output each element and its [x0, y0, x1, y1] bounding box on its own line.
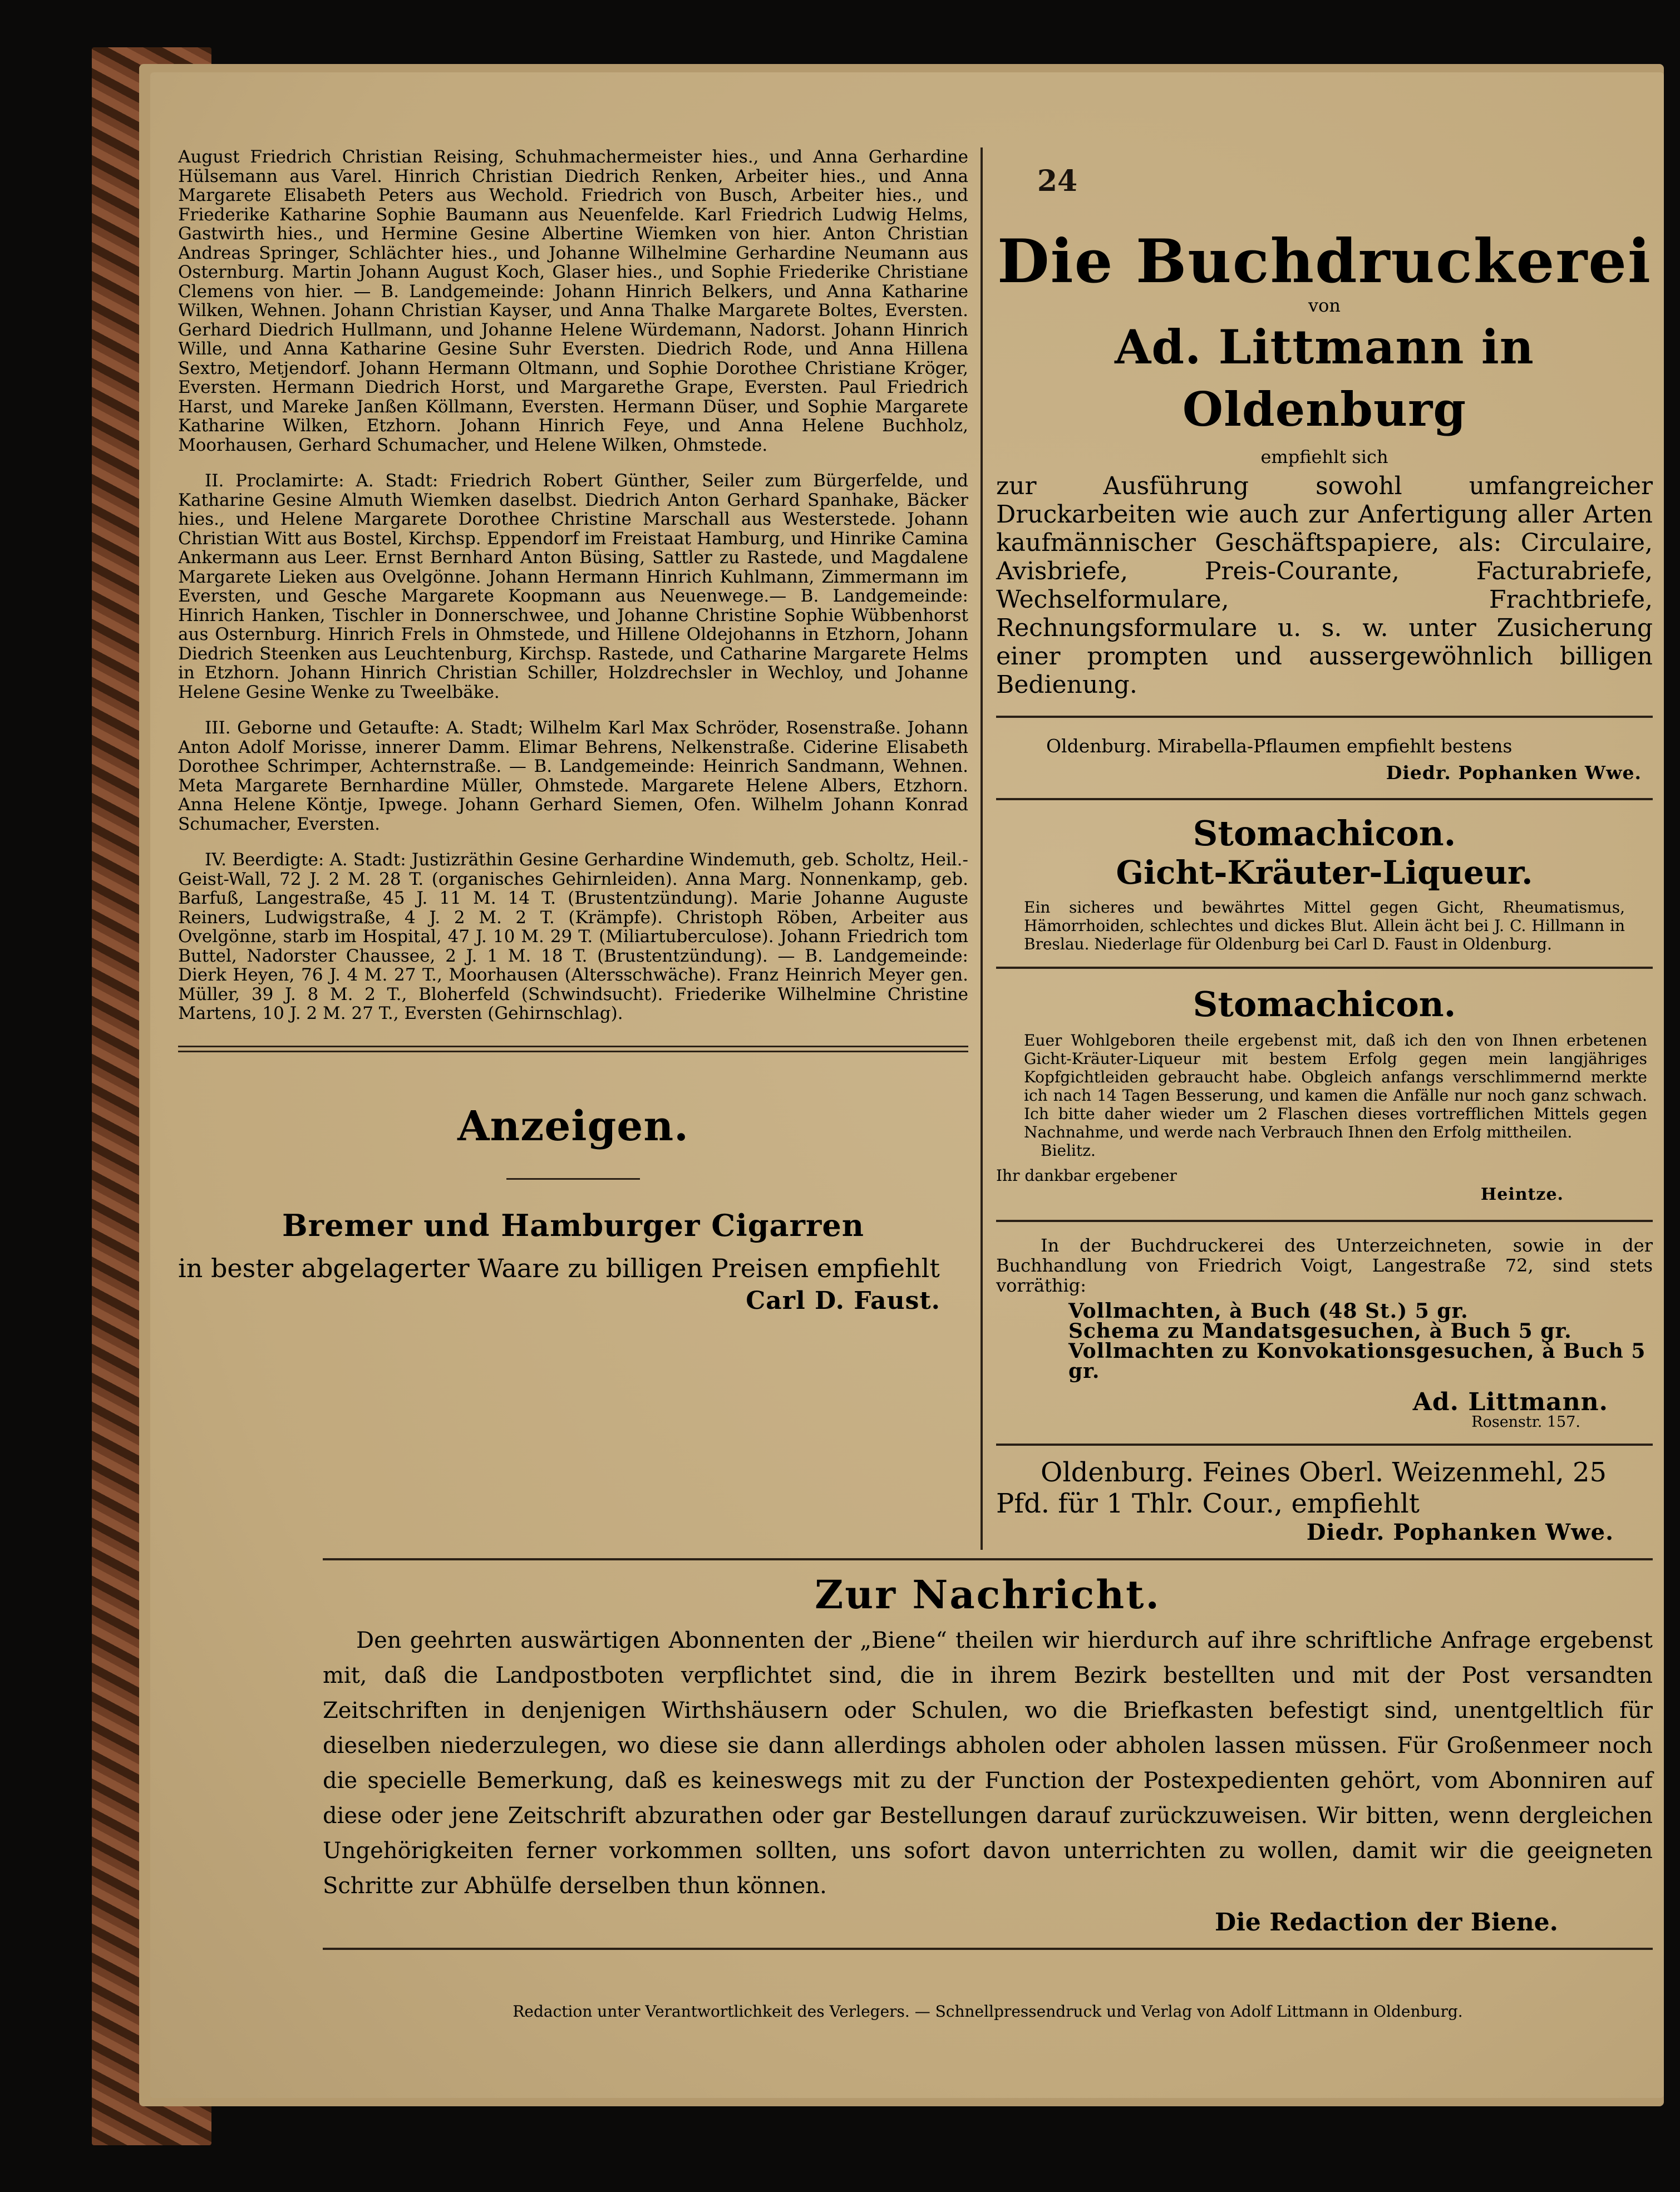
buchdruckerei-heading: Die Buchdruckerei [997, 226, 1652, 297]
weizenmehl-signature: Diedr. Pophanken Wwe. [1306, 1519, 1614, 1545]
weizenmehl-ad [996, 1457, 1653, 1545]
stomachicon-title: Stomachicon. [1193, 813, 1456, 854]
buchdruckerei-name: Ad. Littmann in Oldenburg [1115, 319, 1534, 437]
stomachicon-ad-1 [996, 814, 1653, 953]
cigar-ad-body: in bester abgelagerter Waare zu billigen Preisen empfiehlt [178, 1253, 940, 1283]
proclamirte-section: II. Proclamirte: A. Stadt: Friedrich Robert Günther, Seiler zum Bürgerfelde, und Katharine Gesine Almuth Wiemken daselbst. Diedrich Anton Gerhard Spanhake, Bäcker hies., und Helene Margarete Dorothee Christine Marschall aus Westerstede. Johann Christian Witt aus Bostel, Kirchsp. Eppendorf im Freistaat Hamburg, und Hinrike Camina Ankermann aus Leer. Ernst Bernhard Anton Büsing, Sattler zu Rastede, und Magdalene Margarete Lieken aus Ovelgönne. Johann Hermann Hinrich Kuhlmann, Zimmermann im Eversten, und Gesche Margarete Koopmann aus Neuenwege.— B. Landgemeinde: Hinrich Hanken, Tischler in Donnerschwee, und Johanne Christine Sophie Wübbenhorst aus Osternburg. Hinrich Frels in Ohmstede, und Hillene Oldejohanns in Etzhorn, Johann Diedrich Steenken aus Leuchtenburg, Kirchsp. Rastede, und Catharine Margarete Helms in Etzhorn. Johann Hinrich Christian Schiller, Holzdrechsler in Wechloy, und Johanne Helene Gesine Wenke zu Tweelbäke. [178, 471, 968, 702]
testimonial-closing: Ihr dankbar ergebener [996, 1166, 1177, 1185]
testimonial-signature: Heintze. [1480, 1185, 1564, 1204]
nachricht-signature: Die Redaction der Biene. [1215, 1908, 1558, 1937]
mirabella-body: Oldenburg. Mirabella-Pflaumen empfiehlt bestens [1046, 735, 1513, 757]
buchdruckerei-body: zur Ausführung sowohl umfangreicher Druckarbeiten wie auch zur Anfertigung aller Arten kaufmännischer Geschäftspapiere, als: Circulaire, Avisbriefe, Preis-Courante, Facturabriefe, Wechselformulare, Frachtbriefe, Rechnungsformulare u. s. w. unter Zusicherung einer prompten und aussergewöhnlich billigen Bedienung. [996, 472, 1653, 699]
vollmachten-intro: In der Buchdruckerei des Unterzeichneten, sowie in der Buchhandlung von Friedrich Voigt, Langestraße 72, sind stets vorräthig: [996, 1235, 1653, 1296]
geborne-section: III. Geborne und Getaufte: A. Stadt; Wilhelm Karl Max Schröder, Rosenstraße. Johann Anton Adolf Morisse, innerer Damm. Elimar Behrens, Nelkenstraße. Ciderine Elisabeth Dorothee Schrimper, Achternstraße. — B. Landgemeinde: Heinrich Sandmann, Wehnen. Meta Margarete Bernhardine Müller, Ohmstede. Margarete Helene Albers, Etzhorn. Anna Helene Köntje, Ipwege. Johann Gerhard Siemen, Ofen. Wilhelm Johann Konrad Schumacher, Eversten. [178, 718, 968, 834]
notice-top-rule [323, 1558, 1653, 1560]
page-footer: Redaction unter Verantwortlichkeit des Verlegers. — Schnellpressendruck und Verlag von Adolf Littmann in Oldenburg. [513, 2002, 1463, 2021]
ad-divider [996, 1444, 1653, 1446]
cigar-ad-signature: Carl D. Faust. [746, 1286, 940, 1315]
stomachicon-subtitle: Gicht-Kräuter-Liqueur. [1116, 854, 1533, 891]
vollmachten-item-1: Vollmachten, à Buch (48 St.) 5 gr. [1068, 1299, 1469, 1323]
section-divider [178, 1046, 968, 1052]
left-column [178, 147, 968, 1315]
cigar-ad [178, 1208, 968, 1315]
nachricht-notice [323, 1558, 1653, 1950]
stomachicon-testimonial-title: Stomachicon. [1193, 984, 1456, 1024]
cigar-ad-title: Bremer und Hamburger Cigarren [282, 1207, 864, 1243]
ad-divider [996, 716, 1653, 718]
ad-divider [996, 967, 1653, 969]
buchdruckerei-empfiehlt: empfiehlt sich [1260, 446, 1388, 467]
weizenmehl-body: Oldenburg. Feines Oberl. Weizenmehl, 25 Pfd. für 1 Thlr. Cour., empfiehlt [996, 1457, 1607, 1519]
vollmachten-item-3: Vollmachten zu Konvokationsgesuchen, à Buch 5 gr. [1068, 1339, 1646, 1383]
marriage-list: August Friedrich Christian Reising, Schuhmachermeister hies., und Anna Gerhardine Hülsemann aus Varel. Hinrich Christian Diedrich Renken, Arbeiter hies., und Anna Margarete Elisabeth Peters aus Wechold. Friedrich von Busch, Arbeiter hies., und Friederike Katharine Sophie Baumann aus Neuenfelde. Karl Friedrich Ludwig Helms, Gastwirth hies., und Hermine Gesine Albertine Wiemken von hier. Anton Christian Andreas Springer, Schlächter hies., und Johanne Wilhelmine Gerhardine Neumann aus Osternburg. Martin Johann August Koch, Glaser hies., und Sophie Friederike Christiane Clemens von hier. — B. Landgemeinde: Johann Hinrich Belkers, und Anna Katharine Wilken, Wehnen. Johann Christian Kayser, und Anna Thalke Margarete Boltes, Eversten. Gerhard Diedrich Hullmann, und Johanne Helene Würdemann, Nadorst. Johann Hinrich Wille, und Anna Katharine Gesine Suhr Eversten. Diedrich Rode, und Anna Hillena Sextro, Metjendorf. Johann Hermann Oltmann, und Sophie Dorothee Christiane Kröger, Eversten. Hermann Diedrich Horst, und Margarethe Grape, Eversten. Paul Friedrich Harst, und Mareke Janßen Köllmann, Eversten. Hermann Düser, und Sophie Margarete Katharine Wilken, Etzhorn. Johann Hinrich Feye, und Anna Helene Buchholz, Moorhausen, Gerhard Schumacher, und Helene Wilken, Ohmstede. [178, 147, 968, 455]
vollmachten-signature: Ad. Littmann. [1412, 1388, 1608, 1416]
testimonial-place: Bielitz. [1041, 1141, 1096, 1160]
buchdruckerei-ad [996, 228, 1653, 699]
nachricht-title: Zur Nachricht. [815, 1572, 1161, 1618]
right-column [996, 145, 1653, 1545]
nachricht-body: Den geehrten auswärtigen Abonnenten der „Biene“ theilen wir hierdurch auf ihre schriftliche Anfrage ergebenst mit, daß die Landpostboten verpflichtet sind, die in ihrem Bezirk bestellten und mit der Post versandten Zeitschriften in denjenigen Wirthshäusern oder Schulen, wo die Briefkasten befestigt sind, unentgeltlich für dieselben niederzulegen, wo diese sie dann allerdings abholen oder abholen lassen müssen. Für Großenmeer noch die specielle Bemerkung, daß es keineswegs mit zu der Function der Postexpedienten gehört, vom Abonniren auf diese oder jene Zeitschrift abzurathen oder gar Bestellungen darauf zurückzuweisen. Wir bitten, wenn dergleichen Ungehörigkeiten ferner vorkommen sollten, uns sofort davon unterrichten zu wollen, damit wir die geeigneten Schritte zur Abhülfe derselben thun können. [323, 1628, 1653, 1899]
ad-divider [996, 1220, 1653, 1222]
vollmachten-item-2: Schema zu Mandatsgesuchen, à Buch 5 gr. [1068, 1319, 1572, 1343]
vollmachten-address: Rosenstr. 157. [1471, 1413, 1580, 1431]
stomachicon-ad-2 [996, 984, 1653, 1204]
notice-bottom-rule [323, 1948, 1653, 1950]
column-divider [981, 147, 983, 1550]
ad-divider [506, 1178, 640, 1180]
anzeigen-heading: Anzeigen. [457, 1102, 689, 1150]
vollmachten-ad [996, 1235, 1653, 1432]
buchdruckerei-von: von [1308, 295, 1341, 316]
ad-divider [996, 798, 1653, 800]
stomachicon-testimonial-body: Euer Wohlgeboren theile ergebenst mit, daß ich den von Ihnen erbetenen Gicht-Kräuter-Liqueur mit bestem Erfolg gegen mein langjähriges Kopfgichtleiden gebraucht habe. Obgleich anfangs verschlimmernd merkte ich nach 14 Tagen Besserung, und kamen die Anfälle nur noch ganz schwach. Ich bitte daher wieder um 2 Flaschen dieses vortrefflichen Mittels gegen Nachnahme, und werde nach Verbrauch Ihnen den Erfolg mittheilen. [1024, 1031, 1647, 1141]
mirabella-ad [996, 735, 1653, 785]
page-number: 24 [1037, 164, 1078, 198]
mirabella-signature: Diedr. Pophanken Wwe. [1386, 762, 1642, 784]
stomachicon-body: Ein sicheres und bewährtes Mittel gegen Gicht, Rheumatismus, Hämorrhoiden, schlechtes und dickes Blut. Allein ächt bei J. C. Hillmann in Breslau. Niederlage für Oldenburg bei Carl D. Faust in Oldenburg. [1024, 898, 1625, 953]
beerdigte-section: IV. Beerdigte: A. Stadt: Justizräthin Gesine Gerhardine Windemuth, geb. Scholtz, Heil.-Geist-Wall, 72 J. 2 M. 28 T. (organisches Gehirnleiden). Anna Marg. Nonnenkamp, geb. Barfuß, Langestraße, 45 J. 11 M. 14 T. (Brustentzündung). Marie Johanne Auguste Reiners, Ludwigstraße, 4 J. 2 M. 2 T. (Krämpfe). Christoph Röben, Arbeiter aus Ovelgönne, starb im Hospital, 47 J. 10 M. 29 T. (Miliartuberculose). Johann Friedrich tom Buttel, Nadorster Chaussee, 2 J. 1 M. 18 T. (Brustentzündung). — B. Landgemeinde: Dierk Heyen, 76 J. 4 M. 27 T., Moorhausen (Altersschwäche). Franz Heinrich Meyer gen. Müller, 39 J. 8 M. 2 T., Bloherfeld (Schwindsucht). Friederike Wilhelmine Christine Martens, 10 J. 2 M. 27 T., Eversten (Gehirnschlag). [178, 850, 968, 1023]
